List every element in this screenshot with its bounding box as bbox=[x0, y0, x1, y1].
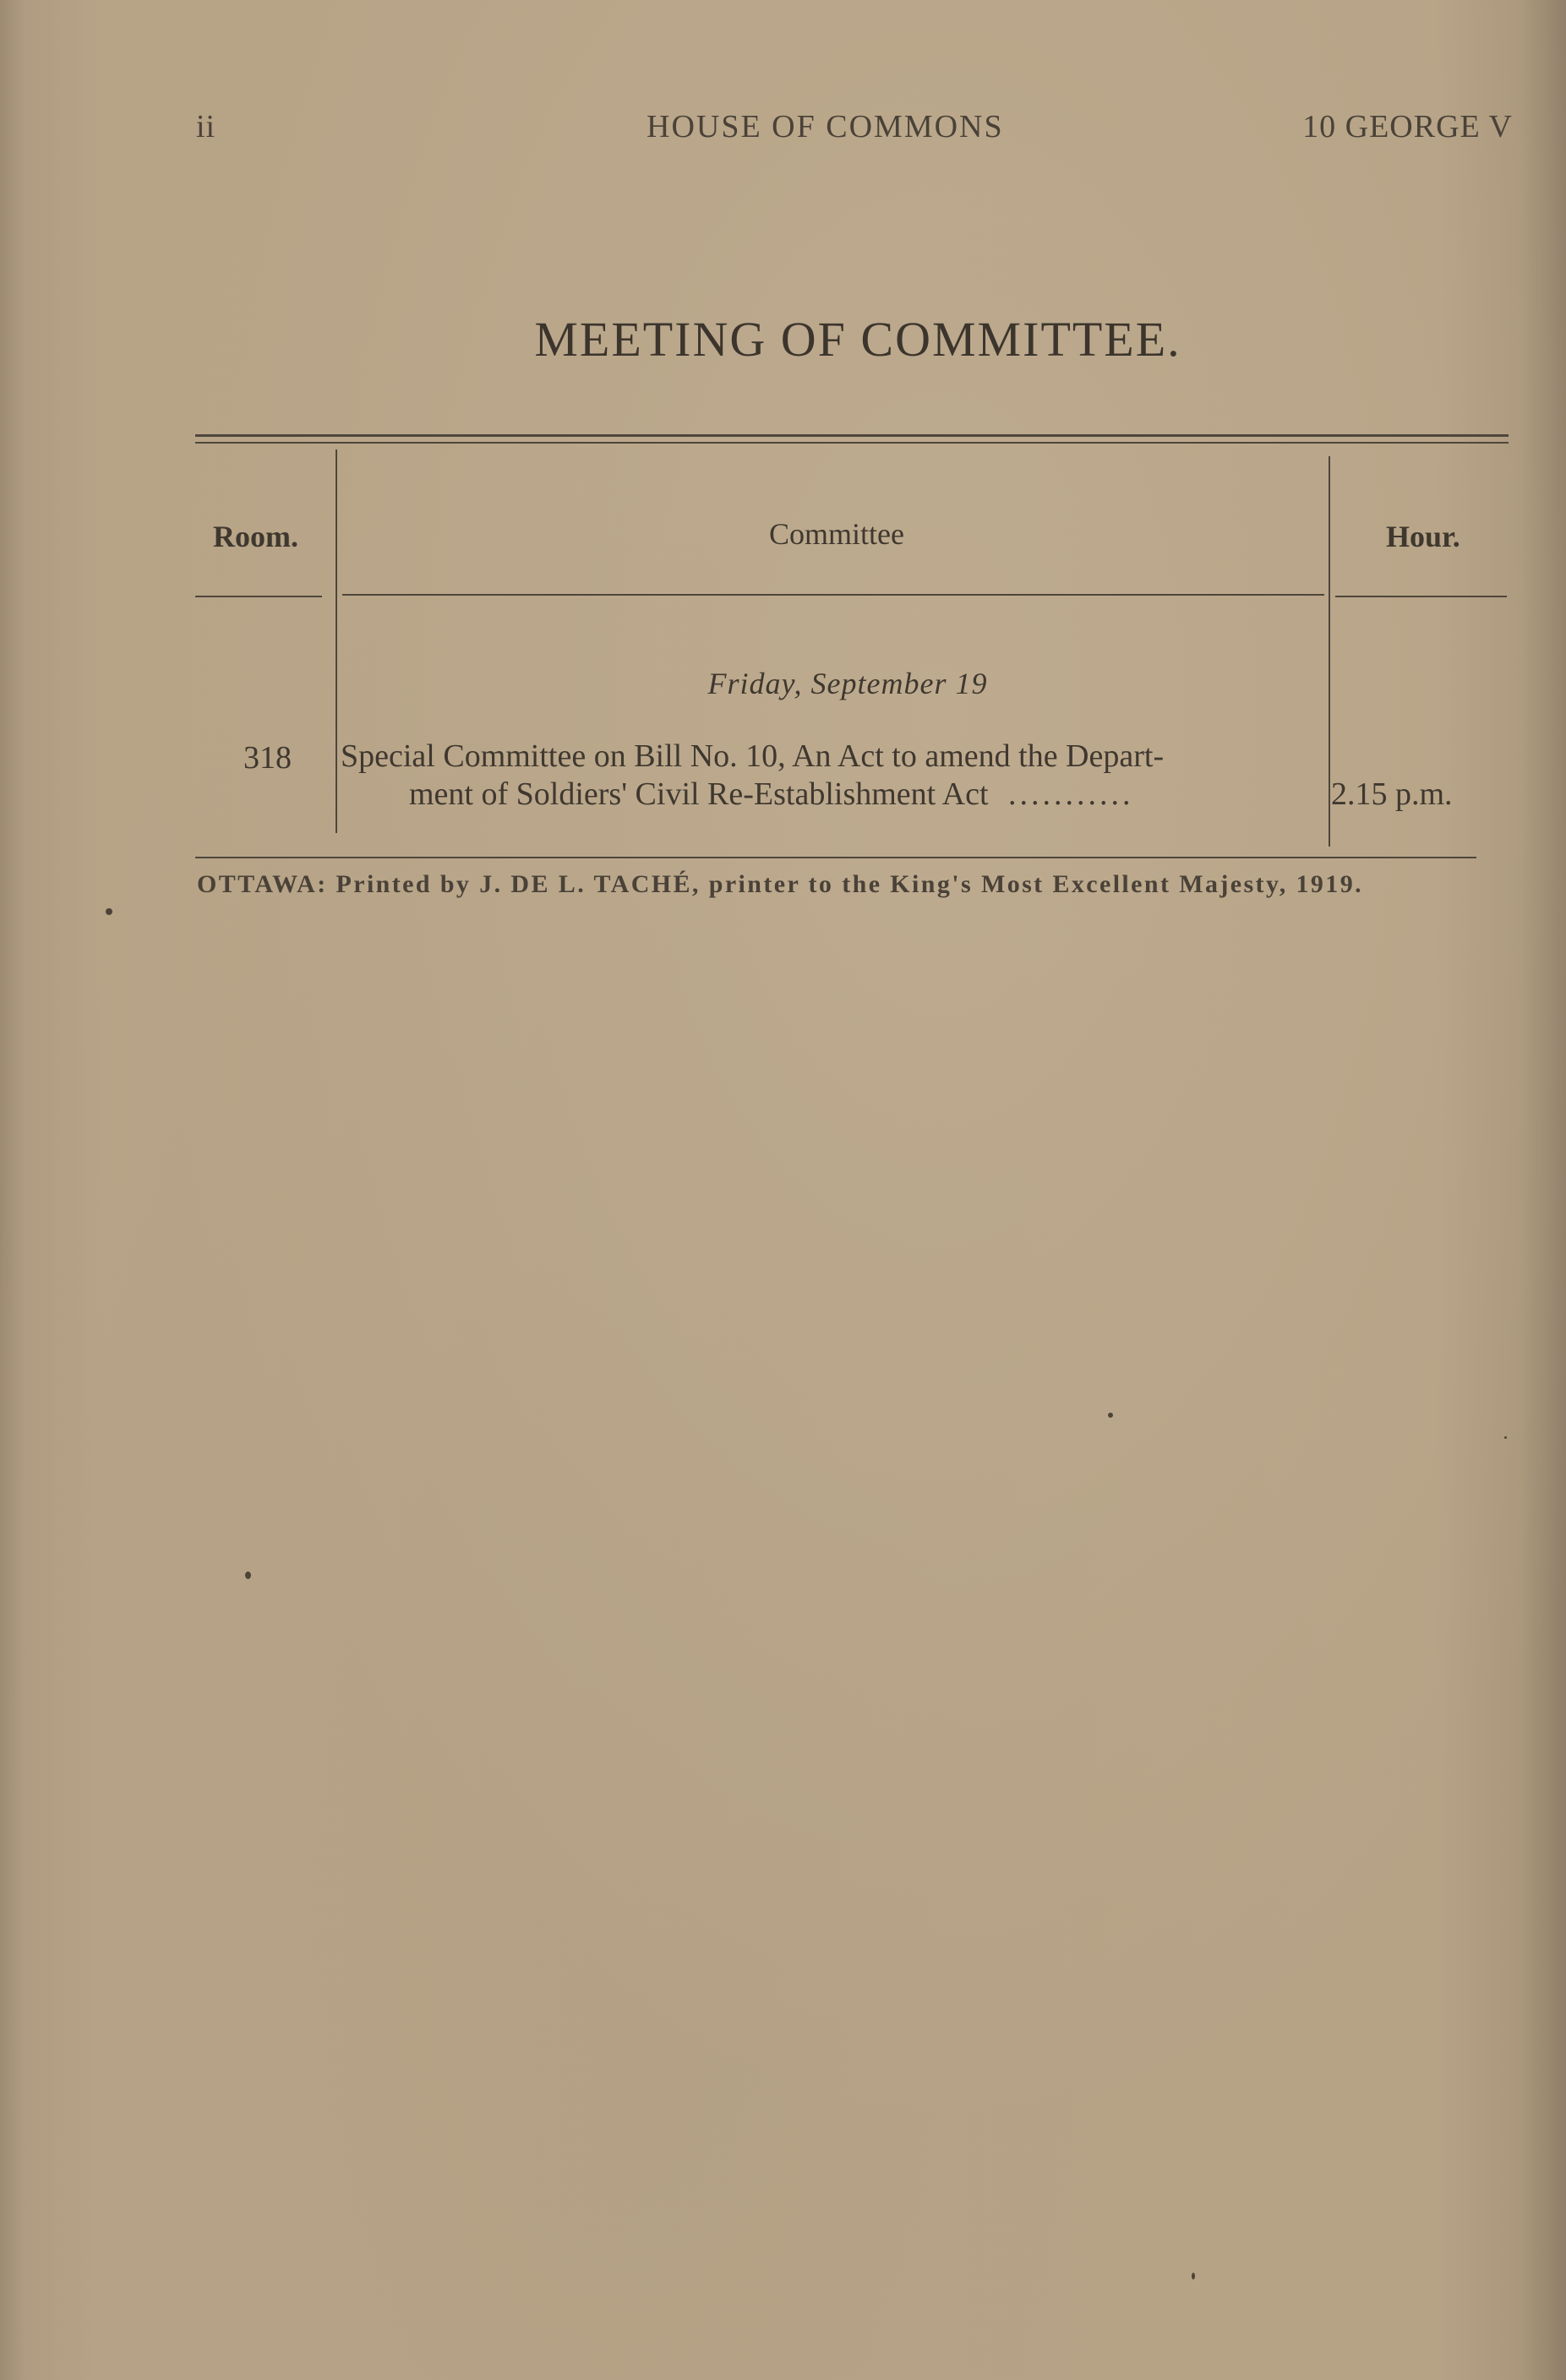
running-head bbox=[0, 108, 1566, 150]
regnal-year: 10 GEORGE V bbox=[1302, 109, 1513, 144]
committee-line-1: Special Committee on Bill No. 10, An Act to amend the Depart- bbox=[341, 738, 1165, 774]
paper-speck bbox=[106, 908, 112, 915]
header-underline-room bbox=[195, 596, 322, 597]
table-bottom-rule bbox=[195, 857, 1476, 858]
room-number: 318 bbox=[243, 740, 292, 776]
column-header-room: Room. bbox=[213, 520, 298, 553]
publication-title: HOUSE OF COMMONS bbox=[647, 109, 1004, 144]
committee-line-2-text: ment of Soldiers' Civil Re-Establishment Act bbox=[409, 776, 989, 812]
table-top-rule-inner bbox=[195, 442, 1509, 444]
column-divider-room bbox=[336, 449, 337, 833]
page-number: ii bbox=[196, 109, 216, 144]
committee-line-2 bbox=[409, 776, 1134, 813]
printer-imprint: OTTAWA: Printed by J. DE L. TACHÉ, printer to the King's Most Excellent Majesty, 1919. bbox=[197, 870, 1363, 898]
meeting-hour: 2.15 p.m. bbox=[1331, 776, 1453, 812]
paper-speck bbox=[1108, 1413, 1113, 1418]
paper-speck bbox=[245, 1571, 251, 1579]
table-top-rule bbox=[195, 434, 1509, 437]
header-underline-committee bbox=[342, 594, 1324, 596]
leader-dots: ........... bbox=[1008, 776, 1134, 812]
column-header-committee: Committee bbox=[769, 517, 904, 551]
paper-speck bbox=[1192, 2273, 1195, 2279]
sitting-date: Friday, September 19 bbox=[707, 667, 988, 700]
column-header-hour: Hour. bbox=[1386, 520, 1460, 553]
header-underline-hour bbox=[1335, 596, 1507, 597]
page-title: MEETING OF COMMITTEE. bbox=[534, 312, 1181, 367]
paper-speck bbox=[1504, 1436, 1507, 1439]
column-divider-hour bbox=[1329, 456, 1330, 847]
